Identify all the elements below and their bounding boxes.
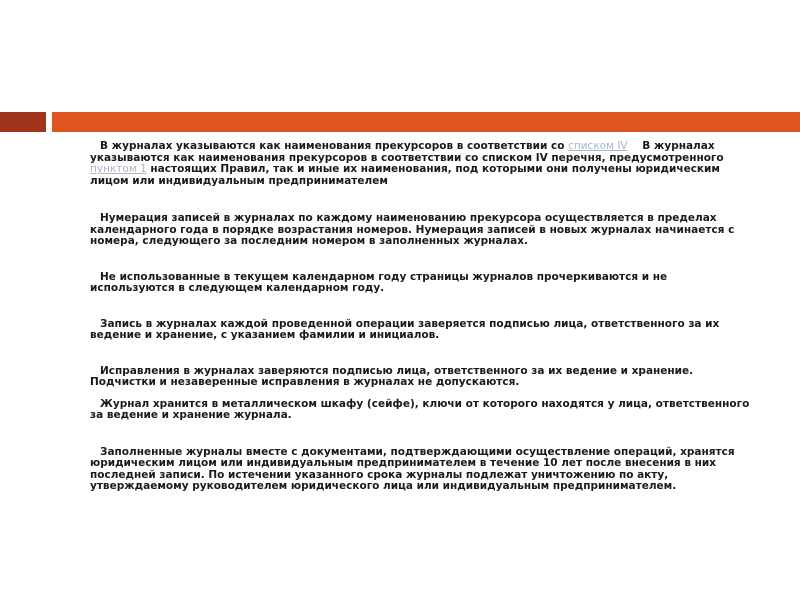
paragraph-unused-pages: Не использованные в текущем календарном году страницы журналов прочеркиваются и не используются в следующем календарном году.: [90, 270, 668, 294]
paragraph-retention: Заполненные журналы вместе с документами, подтверждающими осуществление операций, хранятся юридическим лицом или индивидуальным предпринимателем в течение 10 лет после внесения в них последней записи. По истечении указанного срока журналы подлежат уничтожению по акту, утверждаемому руководителем юридического лица или индивидуальным предпринимателем.: [90, 445, 735, 492]
paragraph-text: В журналах указываются как наименования прекурсоров в соответствии со списком IV перечня, предусмотренного: [90, 140, 728, 164]
paragraph-text: В журналах указываются как наименования прекурсоров в соответствии со: [100, 140, 569, 152]
paragraph-signature: Запись в журналах каждой проведенной операции заверяется подписью лица, ответственного за их ведение и хранение, с указанием фамилии и инициалов.: [90, 317, 720, 341]
slide-body: [90, 141, 750, 493]
link-item-1[interactable]: пунктом 1: [90, 163, 147, 175]
paragraph-numbering: Нумерация записей в журналах по каждому наименованию прекурсора осуществляется в пределах календарного года в порядке возрастания номеров. Нумерация записей в новых журналах начинается с номера, следующего за последним номером в заполненных журналах.: [90, 212, 735, 247]
paragraph-corrections: Исправления в журналах заверяются подписью лица, ответственного за их ведение и хранение. Подчистки и незаверенные исправления в журналах не допускаются.: [90, 364, 694, 388]
link-list-iv[interactable]: списком IV: [568, 140, 628, 152]
title-bar-right-accent: [52, 112, 800, 132]
title-bar-left-accent: [0, 112, 46, 132]
paragraph-text: настоящих Правил, так и иные их наименования, под которыми они получены юридическим лицом или индивидуальным предпринимателем: [90, 163, 720, 187]
paragraph-record-names: [90, 141, 750, 187]
paragraph-storage-safe: Журнал хранится в металлическом шкафу (сейфе), ключи от которого находятся у лица, ответственного за ведение и хранение журнала.: [90, 397, 750, 421]
